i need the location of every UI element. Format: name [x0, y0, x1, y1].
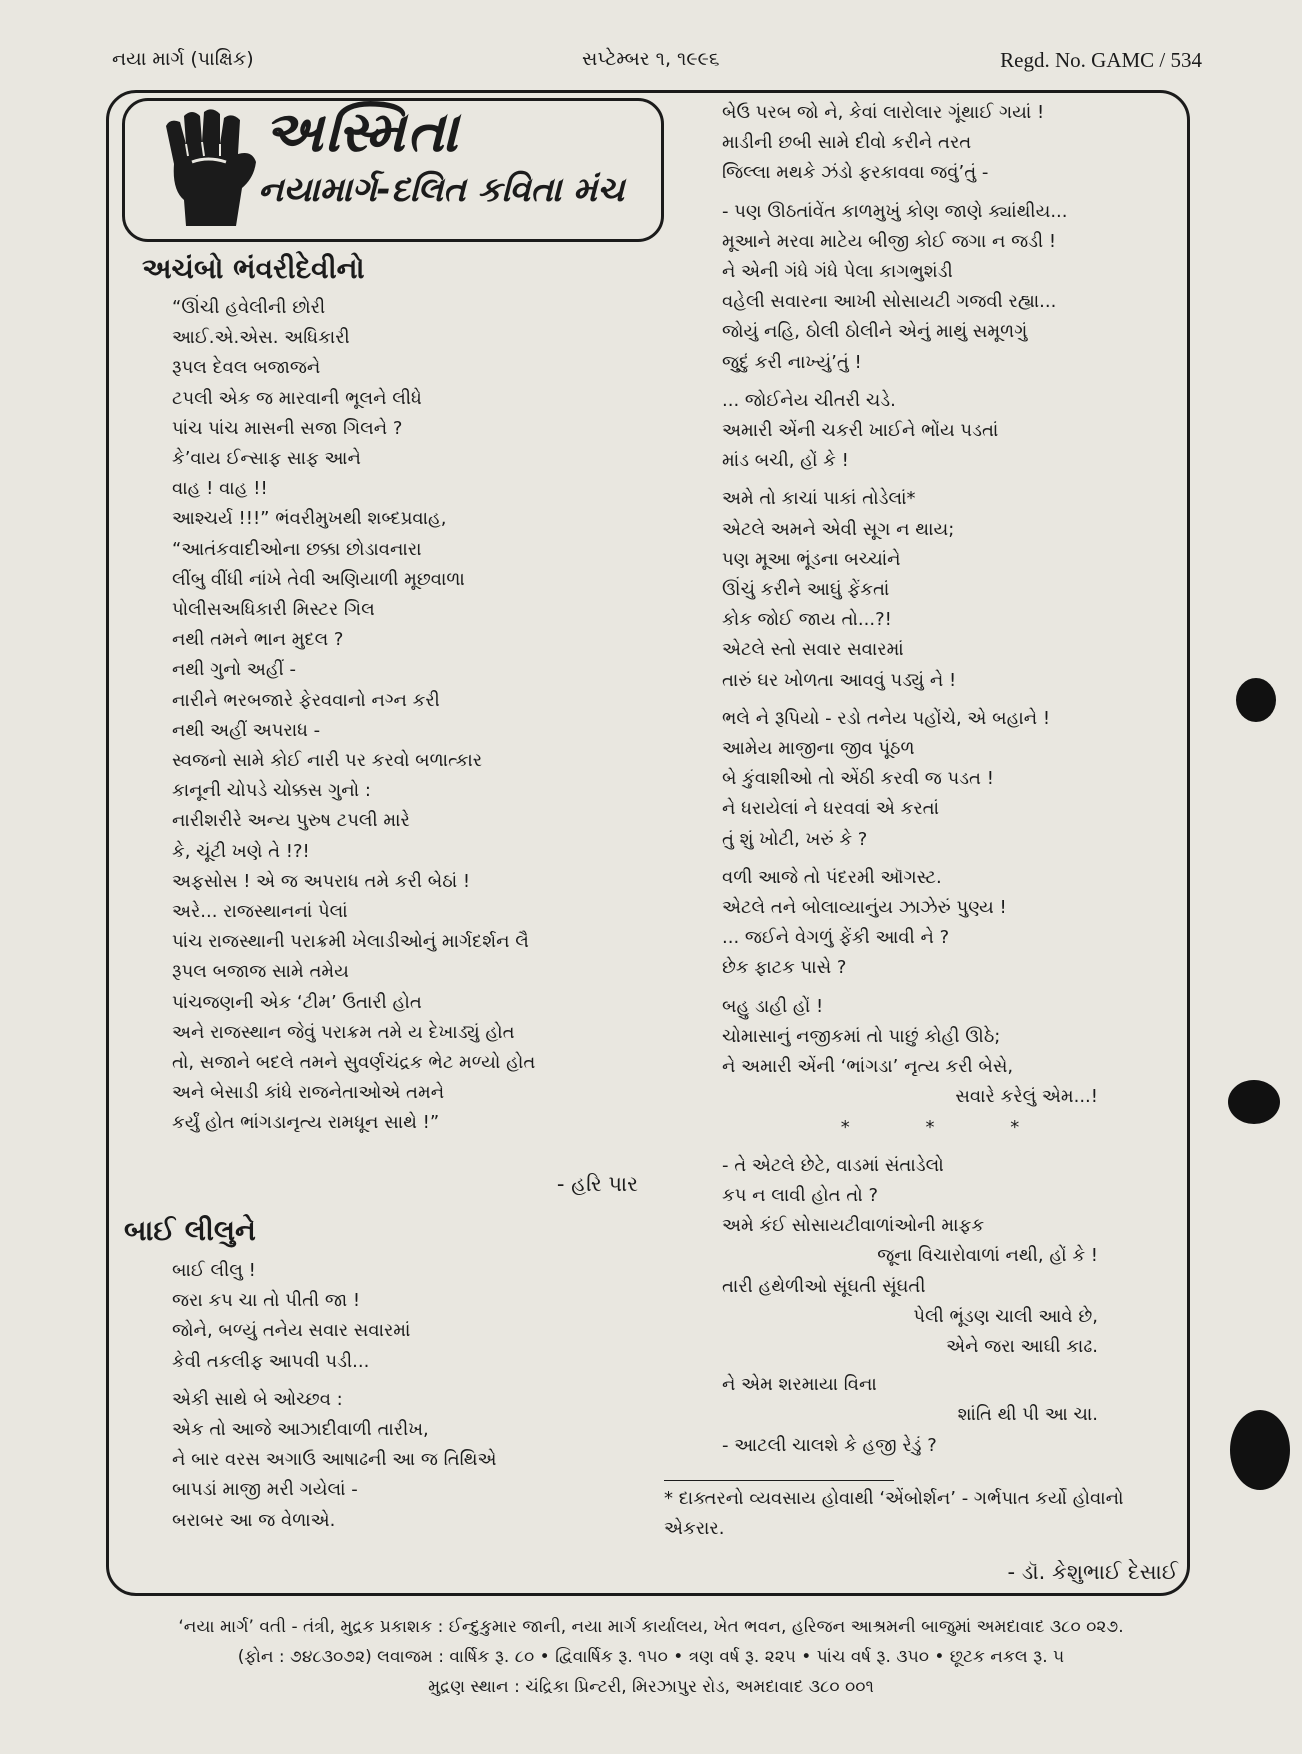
imprint-line-3: મુદ્રણ સ્થાન : ચંદ્રિકા પ્રિન્ટરી, મિરઝાપુર રોડ, અમદાવાદ ૩૮૦ ૦૦૧: [428, 1677, 874, 1697]
poem-line: ઊંચું કરીને આઘું ફેંકતાં: [722, 579, 890, 601]
poem-line: જોયું નહિ, ઠોલી ઠોલીને એનું માથું સમૂળગું: [722, 321, 1028, 343]
poem-line: આમેય માજીના જીવ પૂંઠળ: [722, 738, 915, 760]
poem-line: નથી ગુનો અહીં -: [172, 659, 297, 681]
poem-line: ને અમારી એંની ‘ભાંગડા’ નૃત્ય કરી બેસે,: [722, 1056, 1014, 1078]
poem-line: - પણ ઊઠતાંવેંત કાળમુખું કોણ જાણે ક્યાંથીય...: [722, 200, 1068, 222]
poem-line: તું શું ખોટી, ખરું કે ?: [722, 828, 868, 850]
poem-line: બરાબર આ જ વેળાએ.: [172, 1509, 336, 1531]
poem-line: નારીને ભરબજારે ફેરવવાનો નગ્ન કરી: [172, 689, 440, 711]
poem-line: માડીની છબી સામે દીવો કરીને તરત: [722, 132, 972, 154]
poem-line: પાંચ રાજસ્થાની પરાક્રમી ખેલાડીઓનું માર્ગદર્શન લૈ: [172, 931, 529, 953]
poem-line: રૂપલ દેવલ બજાજને: [172, 357, 321, 379]
poem-line: જોને, બળ્યું તનેય સવાર સવારમાં: [172, 1320, 411, 1342]
poem-line: નથી અહીં અપરાધ -: [172, 719, 321, 741]
poem-line: કપ ન લાવી હોત તો ?: [722, 1184, 879, 1206]
poem-line: પોલીસઅધિકારી મિસ્ટર ગિલ: [172, 599, 375, 621]
poem-line: ભલે ને રૂપિયો - રડો તનેય પહોંચે, એ બહાને !: [722, 707, 1051, 729]
poem-line: બે કુંવાશીઓ તો એંઠી કરવી જ પડત !: [722, 768, 994, 790]
imprint-line-2: (ફોન : ૭૪૮૩૦૭૨) લવાજમ : વાર્ષિક રૂ. ૮૦ • દ્વિવાર્ષિક રૂ. ૧૫૦ • ત્રણ વર્ષ રૂ. ૨૨૫ • પાંચ વર્ષ રૂ. ૩૫૦ • છૂટક નકલ રૂ. ૫: [237, 1647, 1065, 1667]
poem-line: કેવી તકલીફ આપવી પડી...: [172, 1350, 370, 1372]
poem-line: “આતંકવાદીઓના છક્કા છોડાવનારા: [172, 538, 422, 560]
paper-damage: [1228, 1080, 1280, 1124]
poem-line: એટલે સ્તો સવાર સવારમાં: [722, 639, 904, 661]
paper-damage: [1230, 1410, 1290, 1490]
poem-line: બહુ ડાહી હોં !: [722, 995, 824, 1017]
poem-line: વહેલી સવારના આખી સોસાયટી ગજવી રહ્યા...: [722, 291, 1057, 313]
poem-line: છેક ફાટક પાસે ?: [722, 957, 847, 979]
registration-number: Regd. No. GAMC / 534: [1000, 48, 1202, 72]
masthead-title: નયા માર્ગ (પાક્ષિક): [112, 48, 254, 70]
poem-line: કર્યું હોત ભાંગડાનૃત્ય રામધૂન સાથે !”: [172, 1112, 440, 1134]
poem-line: એને જરા આઘી કાઢ.: [946, 1335, 1098, 1357]
poem-line: અરે... રાજસ્થાનનાં પેલાં: [172, 901, 348, 923]
poem-line: બેઉ પરબ જો ને, કેવાં લારોલાર ગૂંથાઈ ગયાં !: [722, 102, 1045, 123]
poem-line: એટલે તને બોલાવ્યાનુંય ઝાઝેરું પુણ્ય !: [722, 897, 1007, 919]
stanza-gap: [722, 984, 1098, 992]
poem-line: સવારે કરેલું એમ...!: [955, 1086, 1098, 1108]
poem1-body: [172, 293, 535, 1139]
poem-line: ચોમાસાનું નજીકમાં તો પાછું કોહી ઊઠે;: [722, 1025, 1001, 1047]
footnote: * દાક્તરનો વ્યવસાય હોવાથી ‘એંબોર્શન’ - ગર્ભપાત કર્યો હોવાનો એકરાર.: [664, 1488, 1124, 1539]
poem-line: પાંચ પાંચ માસની સજા ગિલને ?: [172, 417, 403, 439]
poem-line: તો, સજાને બદલે તમને સુવર્ણચંદ્રક ભેટ મળ્યો હોત: [172, 1052, 536, 1074]
section-stars: * * *: [840, 1116, 1020, 1138]
imprint-line-1: ‘નયા માર્ગ’ વતી - તંત્રી, મુદ્રક પ્રકાશક : ઈન્દુકુમાર જાની, નયા માર્ગ કાર્યાલય, ખેત ભવન, હરિજન આશ્રમની બાજુમાં અમદાવાદ ૩૮૦ ૦૨૭.: [178, 1617, 1124, 1637]
poem-line: જુદું કરી નાખ્યું’તું !: [722, 351, 862, 373]
poem-line: ... જોઈનેય ચીતરી ચડે.: [722, 389, 896, 411]
poem-line: અને બેસાડી કાંધે રાજનેતાઓએ તમને: [172, 1082, 445, 1104]
poem-line: - આટલી ચાલશે કે હજી રેડું ?: [722, 1434, 937, 1456]
poem2-continuation: [722, 98, 1098, 1461]
poem-line: “ઊંચી હવેલીની છોરી: [172, 297, 326, 318]
poem-line: બાઈ લીલુ !: [172, 1260, 256, 1281]
poem-line: અને રાજસ્થાન જેવું પરાક્રમ તમે ય દેખાડ્યું હોત: [172, 1021, 515, 1043]
poem-line: બાપડાં માજી મરી ગયેલાં -: [172, 1479, 358, 1501]
poem-line: અમે તો કાચાં પાકાં તોડેલાં*: [722, 488, 916, 510]
poem-line: સ્વજનો સામે કોઈ નારી પર કરવો બળાત્કાર: [172, 750, 483, 772]
poem-line: જરા કપ ચા તો પીતી જા !: [172, 1290, 361, 1312]
poem-line: એકી સાથે બે ઓચ્છવ :: [172, 1388, 343, 1410]
poem-line: તારી હથેળીઓ સૂંઘતી સૂંઘતી: [722, 1275, 926, 1297]
poem-line: નારીશરીરે અન્ય પુરુષ ટપલી મારે: [172, 810, 410, 832]
poem-line: ટપલી એક જ મારવાની ભૂલને લીધે: [172, 387, 422, 409]
poem-line: પાંચજણની એક ‘ટીમ’ ઉતારી હોત: [172, 991, 422, 1013]
poem2-title: બાઈ લીલુને: [124, 1214, 256, 1247]
stanza-gap: [722, 476, 1098, 484]
stanza-gap: [722, 696, 1098, 704]
stanza-gap: [722, 1143, 1098, 1151]
poem2-body: [172, 1256, 497, 1536]
poem-line: કોક જોઈ જાય તો...?!: [722, 609, 892, 631]
poem1-title: અચંબો ભંવરીદેવીનો: [142, 252, 365, 285]
stanza-gap: [722, 1362, 1098, 1370]
poem1-author: - હરિ પાર: [556, 1172, 638, 1196]
issue-date: સપ્ટેમ્બર ૧, ૧૯૯૬: [582, 48, 720, 70]
footnote-rule: [664, 1480, 894, 1481]
poem-line: ને એમ શરમાયા વિના: [722, 1374, 877, 1396]
poem-line: વાહ ! વાહ !!: [172, 478, 268, 500]
poem2-author: - ડૉ. કેશુભાઈ દેસાઈ: [1007, 1560, 1178, 1584]
poem-line: નથી તમને ભાન મુદલ ?: [172, 629, 344, 651]
poem-line: ... જઈને વેગળું ફેંકી આવી ને ?: [722, 927, 950, 949]
poem-line: મૂઆને મરવા માટેય બીજી કોઈ જગા ન જડી !: [722, 230, 1057, 252]
poem-line: તારું ઘર ખોળતા આવવું પડ્યું ને !: [722, 669, 957, 691]
poem-line: રૂપલ બજાજ સામે તમેય: [172, 961, 349, 983]
poem-line: પણ મૂઆ ભૂંડના બચ્ચાંને: [722, 548, 901, 570]
poem-line: - તે એટલે છેટે, વાડમાં સંતાડેલો: [722, 1154, 944, 1176]
poem-line: કે’વાય ઈન્સાફ સાફ આને: [172, 448, 361, 470]
logo-subtitle: નયામાર્ગ-દલિત કવિતા મંચ: [258, 170, 625, 210]
poem-line: અમારી એંની ચકરી ખાઈને ભોંય પડતાં: [722, 420, 999, 442]
poem-line: માંડ બચી, હોં કે !: [722, 450, 849, 472]
poem-line: લીંબુ વીંધી નાંખે તેવી અણિયાળી મૂછવાળા: [172, 568, 465, 590]
poem-line: પેલી ભૂંડણ ચાલી આવે છે,: [913, 1305, 1098, 1327]
poem-line: વળી આજે તો પંદરમી ઑગસ્ટ.: [722, 866, 942, 888]
stanza-gap: [722, 855, 1098, 863]
poem-line: જૂના વિચારોવાળાં નથી, હોં કે !: [877, 1245, 1098, 1267]
poem-line: અમે કંઈ સોસાયટીવાળાંઓની માફક: [722, 1215, 985, 1237]
poem-line: ને એની ગંધે ગંધે પેલા કાગભુશંડી: [722, 261, 953, 283]
poem-line: આશ્ચર્ય !!!” ભંવરીમુખથી શબ્દપ્રવાહ,: [172, 508, 447, 530]
stanza-gap: [172, 1377, 497, 1385]
poem-line: ને ધરાયેલાં ને ધરવવાં એ કરતાં: [722, 798, 939, 820]
poem-line: આઈ.એ.એસ. અધિકારી: [172, 327, 350, 349]
paper-damage: [1236, 678, 1276, 722]
stanza-gap: [722, 189, 1098, 197]
poem-line: કાનૂની ચોપડે ચોક્કસ ગુનો :: [172, 780, 371, 802]
stanza-gap: [722, 378, 1098, 386]
poem-line: અફસોસ ! એ જ અપરાધ તમે કરી બેઠાં !: [172, 870, 471, 892]
logo-title: અસ્મિતા: [264, 100, 460, 165]
poem-line: કે, ચૂંટી ખણે તે !?!: [172, 840, 310, 862]
poem-line: શાંતિ થી પી આ ચા.: [957, 1404, 1098, 1426]
poem-line: ને બાર વરસ અગાઉ આષાઢની આ જ તિથિએ: [172, 1449, 497, 1471]
poem-line: જિલ્લા મથકે ઝંડો ફરકાવવા જવું’તું -: [722, 162, 989, 184]
imprint: [60, 1612, 1242, 1702]
poem-line: એક તો આજે આઝાદીવાળી તારીખ,: [172, 1419, 429, 1441]
poem-line: એટલે અમને એવી સૂગ ન થાય;: [722, 518, 955, 540]
